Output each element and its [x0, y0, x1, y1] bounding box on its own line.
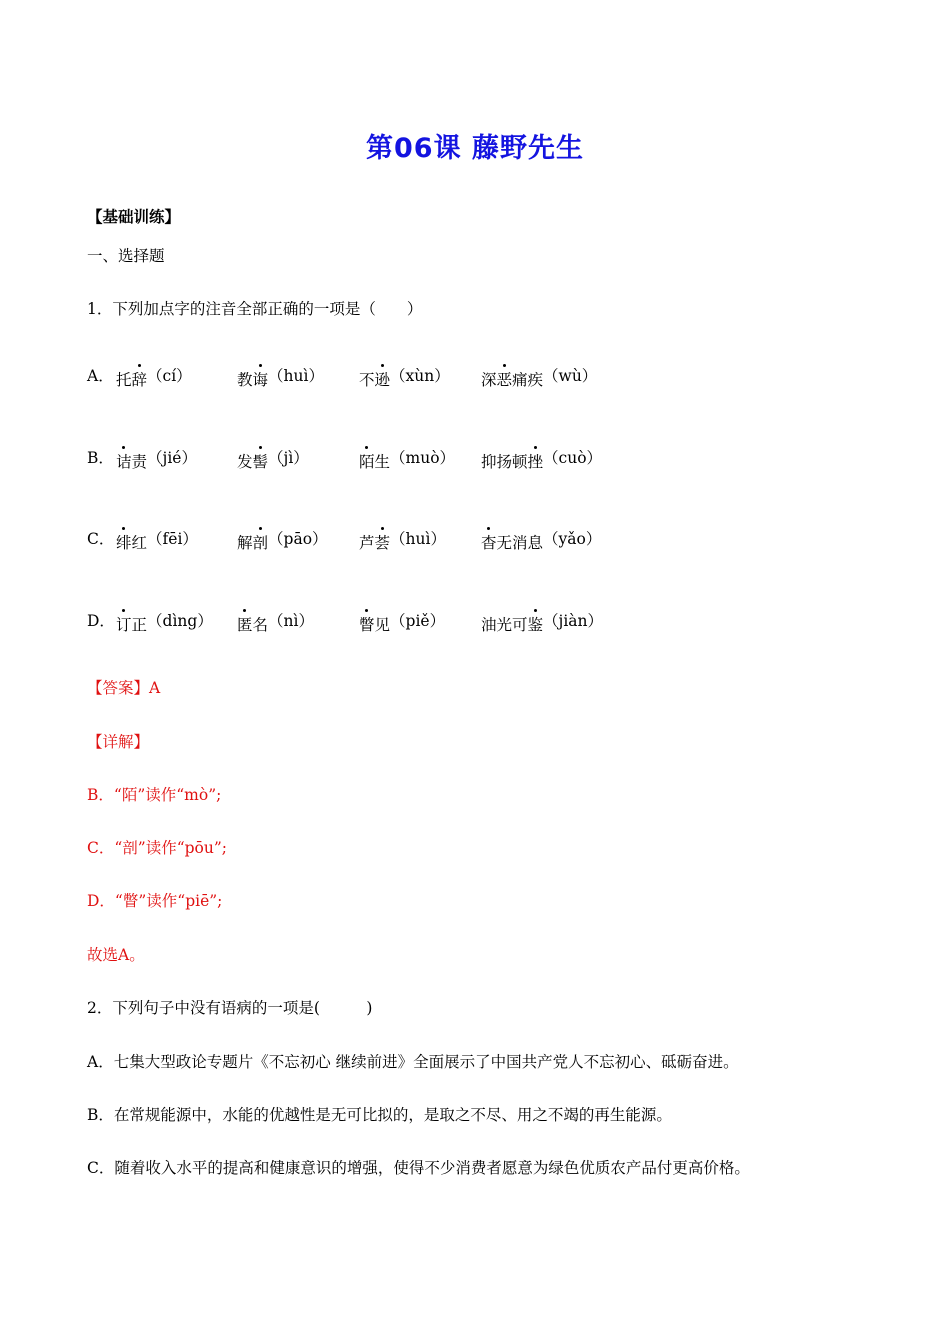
item-text-after: 责 [131, 453, 148, 471]
pinyin: （huì） [390, 530, 446, 548]
option-item [481, 527, 602, 552]
option-item [237, 364, 324, 389]
option-letter: C． [87, 530, 115, 548]
dotted-character: 诲 [253, 368, 269, 390]
dotted-character: 订 [116, 613, 132, 635]
dotted-character: 剖 [253, 531, 269, 553]
item-text-after: 无消息 [496, 534, 544, 552]
option-item [359, 364, 450, 389]
option-item [237, 446, 309, 471]
pinyin: （fēi） [147, 530, 198, 548]
pinyin: （huì） [268, 367, 324, 385]
item-text-after: 痛疾 [512, 371, 544, 389]
dotted-character: 逊 [375, 368, 391, 390]
question-2-option-b: B．在常规能源中，水能的优越性是无可比拟的，是取之不尽、用之不竭的再生能源。 [87, 1106, 672, 1124]
dotted-character: 陌 [359, 450, 375, 472]
option-item [116, 364, 192, 389]
item-text-before: 解 [237, 534, 253, 552]
dotted-character: 诘 [116, 450, 132, 472]
answer-label: 【答案】 [87, 679, 150, 697]
dotted-character: 杳 [481, 531, 497, 553]
option-item [359, 446, 456, 471]
item-text-after: 名 [252, 616, 269, 634]
pinyin: （yǎo） [543, 530, 602, 548]
option-item [237, 527, 328, 552]
option-item [237, 609, 314, 634]
question-2-option-a: A．七集大型政论专题片《不忘初心 继续前进》全面展示了中国共产党人不忘初心、砥砺奋进。 [87, 1053, 739, 1071]
pinyin: （muò） [390, 449, 456, 467]
pinyin: （dìng） [147, 612, 213, 630]
question-2-option-c: C．随着收入水平的提高和健康意识的增强，使得不少消费者愿意为绿色优质农产品付更高价格。 [87, 1159, 750, 1177]
explain-line-d: D．“瞥”读作“piē”; [87, 892, 223, 910]
dotted-character: 匿 [237, 613, 253, 635]
pinyin: （jié） [147, 449, 197, 467]
explain-label: 【详解】 [87, 733, 150, 751]
option-letter: B． [87, 449, 114, 467]
dotted-character: 恶 [497, 368, 513, 390]
item-text-before: 发 [237, 453, 253, 471]
question-2-stem: 2．下列句子中没有语病的一项是( ) [87, 999, 373, 1017]
option-item [481, 364, 598, 389]
dotted-character: 鉴 [528, 613, 544, 635]
option-item [116, 609, 213, 634]
explain-line-b: B．“陌”读作“mò”; [87, 786, 222, 804]
dotted-character: 绯 [116, 531, 132, 553]
pinyin: （cí） [147, 367, 192, 385]
item-text-after: 见 [374, 616, 391, 634]
dotted-character: 荟 [375, 531, 391, 553]
item-text-after: 生 [374, 453, 391, 471]
pinyin: （xùn） [390, 367, 450, 385]
answer-value: A [149, 679, 161, 697]
pinyin: （piě） [390, 612, 446, 630]
item-text-before: 教 [237, 371, 253, 389]
dotted-character: 髻 [253, 450, 269, 472]
dotted-character: 辞 [132, 368, 148, 390]
pinyin: （jiàn） [543, 612, 604, 630]
item-text-before: 抑扬顿 [481, 453, 528, 471]
item-text-after: 正 [131, 616, 148, 634]
item-text-before: 深 [481, 371, 497, 389]
dotted-character: 挫 [528, 450, 544, 472]
option-item [116, 446, 197, 471]
explain-line-c: C．“剖”读作“pōu”; [87, 839, 228, 857]
option-letter: D． [87, 612, 115, 630]
option-item [359, 527, 446, 552]
pinyin: （nì） [268, 612, 314, 630]
explain-conclusion: 故选A。 [87, 946, 145, 964]
pinyin: （cuò） [543, 449, 603, 467]
option-item [481, 609, 604, 634]
option-item [116, 527, 198, 552]
page-title: 第06课 藤野先生 [366, 133, 584, 164]
answer-line [87, 677, 160, 699]
item-text-before: 不 [359, 371, 375, 389]
pinyin: （pāo） [268, 530, 328, 548]
question-1-stem: 1．下列加点字的注音全部正确的一项是（ ） [87, 300, 423, 318]
option-item [359, 609, 446, 634]
item-text-before: 芦 [359, 534, 375, 552]
item-text-after: 红 [131, 534, 148, 552]
pinyin: （jì） [268, 449, 309, 467]
option-letter: A． [87, 367, 114, 385]
subsection-heading: 一、选择题 [87, 247, 165, 265]
pinyin: （wù） [543, 367, 598, 385]
item-text-before: 托 [116, 371, 132, 389]
item-text-before: 油光可 [481, 616, 528, 634]
section-heading: 【基础训练】 [87, 208, 181, 226]
option-item [481, 446, 603, 471]
dotted-character: 瞥 [359, 613, 375, 635]
